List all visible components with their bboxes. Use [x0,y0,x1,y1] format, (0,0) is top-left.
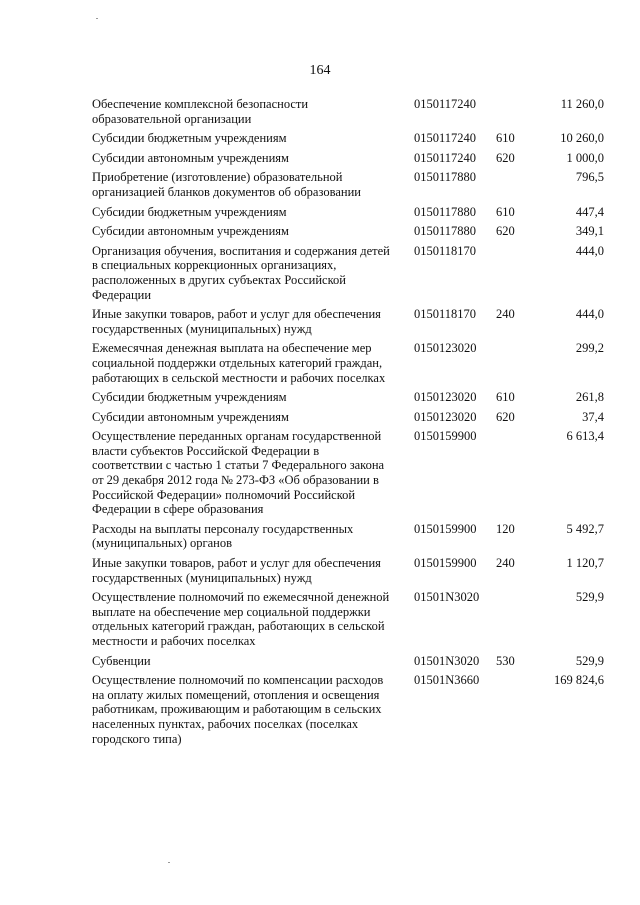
row-kvr: 530 [496,653,515,668]
table-row [0,654,640,669]
row-sum: 1 000,0 [566,150,604,165]
page-number: 164 [309,63,331,78]
row-code: 0150117880 [414,204,477,219]
row-sum: 447,4 [575,204,604,219]
row-sum: 6 613,4 [566,429,604,444]
row-code: 0150159900 [414,429,477,444]
table-row [0,673,640,746]
row-sum: 1 120,7 [566,556,604,571]
row-code: 0150123020 [414,390,477,405]
row-name: Субсидии бюджетным учреждениям [92,131,287,146]
row-kvr: 610 [496,204,515,219]
row-sum: 5 492,7 [566,521,604,536]
row-code: 0150117880 [414,170,477,185]
row-kvr: 120 [496,521,515,536]
row-code: 01501N3660 [414,673,480,688]
row-kvr: 240 [496,307,515,322]
table-row [0,307,640,336]
table-row [0,410,640,425]
row-sum: 169 824,6 [554,673,604,688]
row-name: Субсидии автономным учреждениям [92,150,289,165]
row-code: 0150159900 [414,521,477,536]
table-row [0,151,640,166]
row-sum: 529,9 [575,653,604,668]
row-sum: 10 260,0 [560,131,604,146]
row-kvr: 620 [496,224,515,239]
row-sum: 444,0 [575,243,604,258]
table-row [0,390,640,405]
table-row [0,341,640,385]
row-code: 01501N3020 [414,590,480,605]
table-row [0,429,640,517]
row-sum: 796,5 [575,170,604,185]
row-kvr: 620 [496,150,515,165]
scan-speck [168,862,170,863]
row-name: Организация обучения, воспитания и содержания детей в специальных коррекционных организациях, расположенных в других субъектах Российской Федерации [92,243,390,302]
row-name: Ежемесячная денежная выплата на обеспечение мер социальной поддержки отдельных категорий граждан, работающих в сельской местности и рабочих поселках [92,341,386,385]
table-row [0,590,640,648]
row-code: 0150117880 [414,224,477,239]
row-name: Обеспечение комплексной безопасности образовательной организации [92,97,309,126]
row-name: Субсидии автономным учреждениям [92,224,289,239]
budget-table [0,97,640,751]
row-name: Субвенции [92,653,151,668]
row-code: 0150159900 [414,556,477,571]
row-name: Осуществление полномочий по компенсации расходов на оплату жилых помещений, отопления и освещения работникам, проживающим и работающим в сельских населенных пунктах, рабочих поселках (поселках городского типа) [92,673,384,746]
row-name: Приобретение (изготовление) образовательной организацией бланков документов об образовании [92,170,361,199]
row-code: 0150123020 [414,409,477,424]
row-name: Субсидии бюджетным учреждениям [92,390,287,405]
table-row [0,522,640,551]
row-code: 0150117240 [414,97,477,111]
row-sum: 529,9 [575,590,604,605]
row-sum: 299,2 [575,341,604,356]
row-name: Иные закупки товаров, работ и услуг для обеспечения государственных (муниципальных) нужд [92,556,381,585]
row-kvr: 610 [496,390,515,405]
row-kvr: 620 [496,409,515,424]
row-code: 01501N3020 [414,653,480,668]
table-row [0,244,640,302]
table-row [0,205,640,220]
row-kvr: 610 [496,131,515,146]
row-name: Осуществление полномочий по ежемесячной денежной выплате на обеспечение мер социальной поддержки отдельных категорий граждан, работающих в сельской местности и рабочих поселках [92,590,390,648]
row-code: 0150117240 [414,131,477,146]
row-name: Субсидии бюджетным учреждениям [92,204,287,219]
row-name: Расходы на выплаты персоналу государственных (муниципальных) органов [92,521,354,551]
row-sum: 11 260,0 [560,97,604,111]
row-sum: 444,0 [575,307,604,322]
row-code: 0150118170 [414,243,477,258]
row-name: Осуществление переданных органам государственной власти субъектов Российской Федерации в соответствии с частью 1 статьи 7 Федерального закона от 29 декабря 2012 года № 273-ФЗ «Об образовании в Российской Федерации» полномочий Российской Федерации в сфере образования [92,429,385,517]
row-code: 0150118170 [414,307,477,322]
table-row [0,97,640,126]
table-row [0,131,640,146]
row-code: 0150117240 [414,150,477,165]
row-kvr: 240 [496,556,515,571]
row-name: Иные закупки товаров, работ и услуг для обеспечения государственных (муниципальных) нужд [92,307,381,336]
row-sum: 349,1 [575,224,604,239]
row-code: 0150123020 [414,341,477,356]
scan-speck [96,18,98,19]
row-sum: 37,4 [582,409,604,424]
row-name: Субсидии автономным учреждениям [92,409,289,424]
row-sum: 261,8 [575,390,604,405]
table-row [0,556,640,585]
table-row [0,224,640,239]
table-row [0,170,640,199]
